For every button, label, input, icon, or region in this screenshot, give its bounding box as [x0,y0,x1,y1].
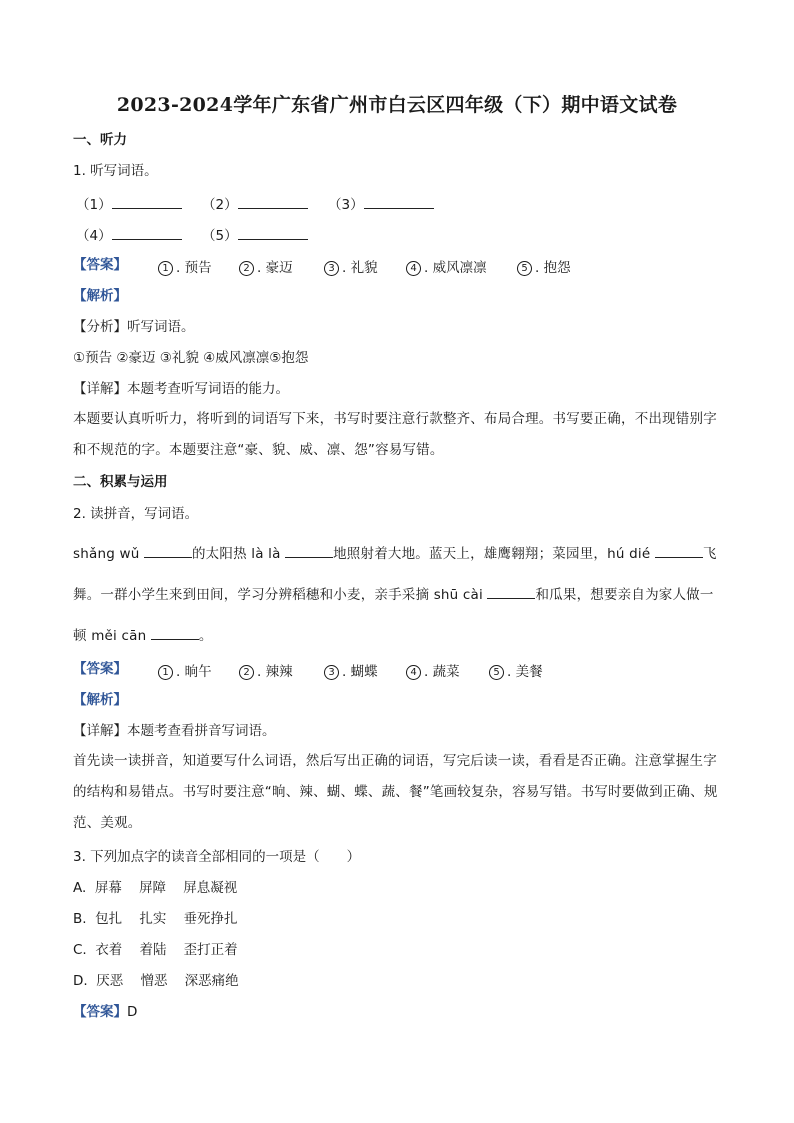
answer-q2-1: 1 . 晌午 [158,660,212,680]
blank-item-1: （1） [76,193,182,213]
blank-item-2: （2） [202,193,308,213]
option-d: D. 厌恶 憎恶 深恶痛绝 [73,973,239,989]
answer-tag-q1: 【答案】 [73,257,127,273]
answer-1: 1 . 预告 [158,256,212,276]
question-2-passage: shǎng wǔ 的太阳热 là là 地照射着大地。蓝天上，雄鹰翱翔；菜园里，hú dié 飞舞。一群小学生来到田间，学习分辨稻穗和小麦，亲手采摘 shū cài 和瓜果，想要亲自为家人做一顿 měi cān 。 [73,534,721,657]
answer-list-q1: ①预告 ②豪迈 ③礼貌 ④威风凛凛⑤抱怨 [73,350,309,366]
question-2-stem: 2. 读拼音，写词语。 [73,506,199,522]
answer-q2-5: 5 . 美餐 [489,660,543,680]
answer-4: 4 . 威风凛凛 [406,256,487,276]
detail-heading-q2: 【详解】本题考查看拼音写词语。 [73,723,276,739]
answer-q3: 【答案】D [73,1004,138,1020]
page-title: 2023-2024学年广东省广州市白云区四年级（下）期中语文试卷 [116,94,678,116]
option-c: C. 衣着 着陆 歪打正着 [73,942,238,958]
blank-item-4: （4） [76,224,182,244]
section-heading-accumulation: 二、积累与运用 [73,474,168,490]
answer-q2-2: 2 . 辣辣 [239,660,293,680]
analysis-tag-q2: 【解析】 [73,692,127,708]
section-heading-listening: 一、听力 [73,132,127,148]
blank-item-3: （3） [328,193,434,213]
answer-q2-3: 3 . 蝴蝶 [324,660,378,680]
question-1-stem: 1. 听写词语。 [73,163,158,179]
answer-2: 2 . 豪迈 [239,256,293,276]
option-b: B. 包扎 扎实 垂死挣扎 [73,911,238,927]
analysis-summary-q1: 【分析】听写词语。 [73,319,195,335]
answer-5: 5 . 抱怨 [517,256,571,276]
detail-paragraph-q1: 本题要认真听听力，将听到的词语写下来，书写时要注意行款整齐、布局合理。书写要正确，不出现错别字和不规范的字。本题要注意“豪、貌、威、凛、怨”容易写错。 [73,411,717,458]
question-3-stem: 3. 下列加点字的读音全部相同的一项是（ ） [73,849,361,865]
option-a: A. 屏幕 屏障 屏息凝视 [73,880,238,896]
answer-q2-4: 4 . 蔬菜 [406,660,460,680]
answer-tag-q2: 【答案】 [73,661,127,677]
answer-3: 3 . 礼貌 [324,256,378,276]
blank-item-5: （5） [202,224,308,244]
detail-paragraph-q2: 首先读一读拼音，知道要写什么词语，然后写出正确的词语，写完后读一读，看看是否正确。注意掌握生字的结构和易错点。书写时要注意“晌、辣、蝴、蝶、蔬、餐”笔画较复杂，容易写错。书写时要做到正确、规范、美观。 [73,753,718,831]
detail-heading-q1: 【详解】本题考查听写词语的能力。 [73,381,289,397]
analysis-tag-q1: 【解析】 [73,288,127,304]
